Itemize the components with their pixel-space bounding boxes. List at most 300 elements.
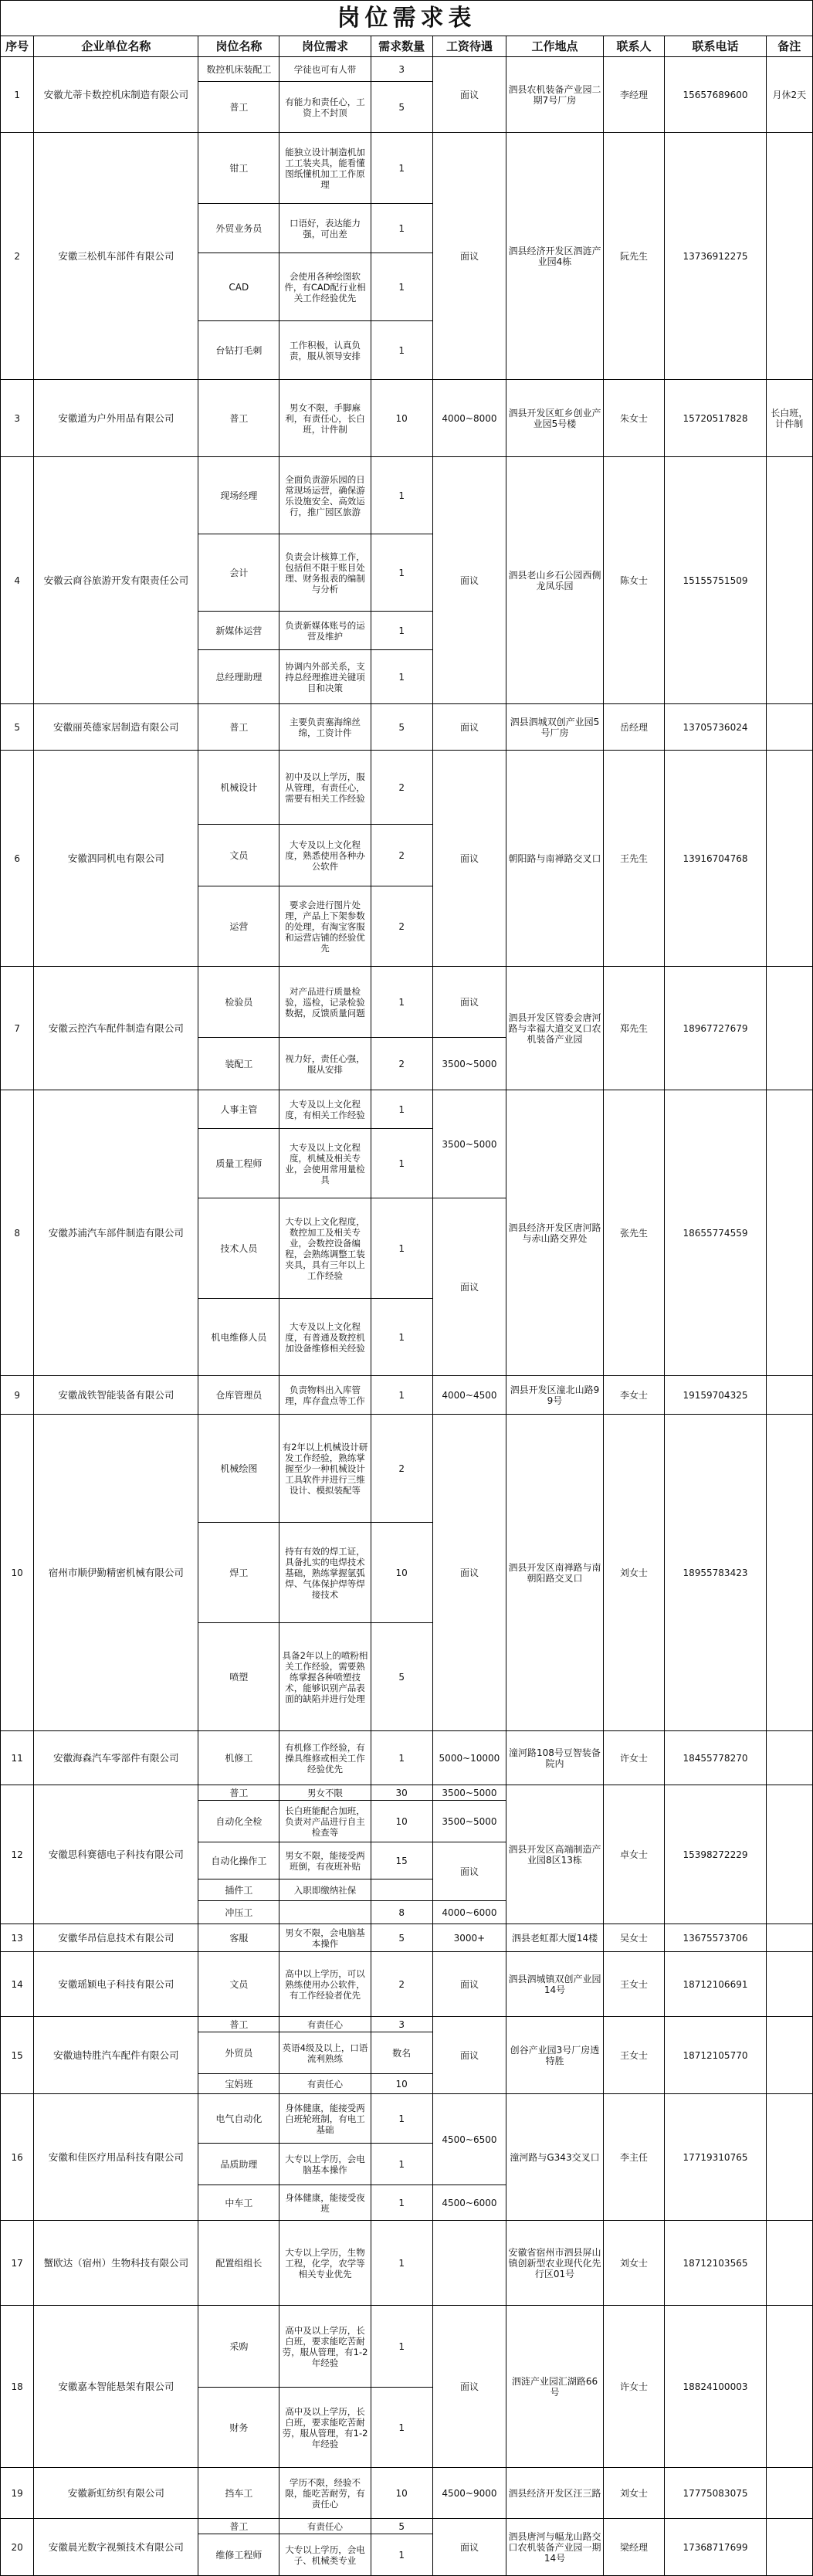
position-count: 30: [371, 1785, 432, 1801]
position-requirement: 高中及以上学历，长白班，要求能吃苦耐劳，服从管理，有1-2年经验: [279, 2306, 371, 2388]
row-number: 12: [1, 1785, 34, 1924]
position-title: 维修工程师: [198, 2534, 279, 2576]
position-title: 新媒体运营: [198, 612, 279, 650]
row-number: 16: [1, 2094, 34, 2221]
salary: 5000~10000: [432, 1731, 506, 1785]
work-location: 泗涟产业园汇湖路66号: [506, 2306, 603, 2468]
position-title: 检验员: [198, 967, 279, 1038]
note: [766, 2468, 812, 2519]
note: [766, 2306, 812, 2468]
position-title: 电气自动化: [198, 2094, 279, 2144]
position-title: 运营: [198, 886, 279, 967]
contact-person: 张先生: [603, 1090, 665, 1376]
position-title: 普工: [198, 82, 279, 133]
position-count: 8: [371, 1901, 432, 1924]
position-count: 1: [371, 2306, 432, 2388]
work-location: 泗县经济开发区泗涟产业园4栋: [506, 133, 603, 380]
position-title: 品质助理: [198, 2144, 279, 2185]
position-requirement: 入职即缴纳社保: [279, 1879, 371, 1901]
position-title: 采购: [198, 2306, 279, 2388]
contact-phone: 17368717699: [665, 2519, 766, 2576]
table-row: [1, 380, 813, 457]
table-row: [1, 2017, 813, 2032]
position-count: 1: [371, 1129, 432, 1198]
position-count: 2: [371, 1952, 432, 2017]
position-title: 普工: [198, 2519, 279, 2534]
position-count: [371, 1879, 432, 1901]
salary: 3500~5000: [432, 1801, 506, 1842]
position-title: 仓库管理员: [198, 1376, 279, 1415]
salary: 面议: [432, 967, 506, 1038]
table-body: [1, 57, 813, 2576]
position-title: 客服: [198, 1924, 279, 1952]
position-requirement: 能独立设计制造机加工工装夹具，能看懂图纸懂机加工工作原理: [279, 133, 371, 204]
row-number: 17: [1, 2221, 34, 2306]
contact-person: 李女士: [603, 1376, 665, 1415]
position-title: 机电维修人员: [198, 1299, 279, 1376]
contact-phone: 18655774559: [665, 1090, 766, 1376]
table-row: [1, 2306, 813, 2388]
position-requirement: 初中及以上学历，服从管理，有责任心，需要有相关工作经验: [279, 751, 371, 825]
contact-phone: 13736912275: [665, 133, 766, 380]
position-requirement: 主要负责塞海绵丝绵，工资计件: [279, 704, 371, 751]
row-number: 9: [1, 1376, 34, 1415]
salary: 面议: [432, 1415, 506, 1731]
header-cell: 联系电话: [665, 36, 766, 57]
position-requirement: 学徒也可有人带: [279, 57, 371, 82]
contact-phone: 13916704768: [665, 751, 766, 967]
position-count: 1: [371, 967, 432, 1038]
position-count: 1: [371, 2221, 432, 2306]
work-location: 泗县农机装备产业园二期7号厂房: [506, 57, 603, 133]
note: [766, 1415, 812, 1731]
note: [766, 1731, 812, 1785]
salary: 面议: [432, 133, 506, 380]
note: [766, 1090, 812, 1376]
work-location: 朝阳路与南禅路交叉口: [506, 751, 603, 967]
contact-phone: 13705736024: [665, 704, 766, 751]
contact-person: 刘女士: [603, 2468, 665, 2519]
position-requirement: 有机修工作经验，有操具维修或相关工作经验优先: [279, 1731, 371, 1785]
company-name: 安徽晨光数字视频技术有限公司: [34, 2519, 198, 2576]
note: [766, 2017, 812, 2094]
position-title: 中车工: [198, 2185, 279, 2221]
contact-person: 阮先生: [603, 133, 665, 380]
position-count: 数名: [371, 2032, 432, 2074]
row-number: 10: [1, 1415, 34, 1731]
company-name: 安徽尤蒂卡数控机床制造有限公司: [34, 57, 198, 133]
company-name: 安徽泗同机电有限公司: [34, 751, 198, 967]
position-count: 5: [371, 704, 432, 751]
position-count: 2: [371, 1038, 432, 1090]
note: [766, 967, 812, 1090]
company-name: 安徽战铁智能装备有限公司: [34, 1376, 198, 1415]
position-requirement: 学历不限，经验不限，能吃苦耐劳，有责任心: [279, 2468, 371, 2519]
work-location: 泗县经济开发区汪三路: [506, 2468, 603, 2519]
table-row: [1, 1415, 813, 1523]
contact-person: 许女士: [603, 1731, 665, 1785]
contact-person: 郑先生: [603, 967, 665, 1090]
row-number: 3: [1, 380, 34, 457]
row-number: 14: [1, 1952, 34, 2017]
position-requirement: 男女不限: [279, 1785, 371, 1801]
header-cell: 岗位名称: [198, 36, 279, 57]
table-row: [1, 1952, 813, 2017]
position-count: 3: [371, 2017, 432, 2032]
company-name: 安徽迪特胜汽车配件有限公司: [34, 2017, 198, 2094]
table-row: [1, 751, 813, 825]
position-requirement: 大专及以上文化程度，有相关工作经验: [279, 1090, 371, 1129]
company-name: 安徽海森汽车零部件有限公司: [34, 1731, 198, 1785]
contact-phone: 19159704325: [665, 1376, 766, 1415]
salary: 面议: [432, 1842, 506, 1901]
table-row: [1, 704, 813, 751]
company-name: 安徽新虹纺织有限公司: [34, 2468, 198, 2519]
salary: 面议: [432, 1952, 506, 2017]
position-requirement: 大专以上文化程度，数控加工及相关专业，会数控设备编程，会熟练调整工装夹具，具有三年以上工作经验: [279, 1198, 371, 1299]
position-title: 插件工: [198, 1879, 279, 1901]
position-count: 1: [371, 612, 432, 650]
salary: 3000+: [432, 1924, 506, 1952]
position-requirement: 男女不限，手脚麻利，有责任心，长白班，计件制: [279, 380, 371, 457]
row-number: 8: [1, 1090, 34, 1376]
position-count: 1: [371, 1299, 432, 1376]
company-name: 安徽苏浦汽车部件制造有限公司: [34, 1090, 198, 1376]
salary: 4500~9000: [432, 2468, 506, 2519]
position-count: 10: [371, 1801, 432, 1842]
salary: 4000~6000: [432, 1901, 506, 1924]
work-location: 泗县泗城镇双创产业园14号: [506, 1952, 603, 2017]
position-count: 10: [371, 380, 432, 457]
work-location: 泗县开发区虹乡创业产业园5号楼: [506, 380, 603, 457]
header-cell: 工资待遇: [432, 36, 506, 57]
contact-person: 卓女士: [603, 1785, 665, 1924]
contact-person: 刘女士: [603, 2221, 665, 2306]
salary: 4500~6000: [432, 2185, 506, 2221]
table-row: [1, 1785, 813, 1801]
company-name: 安徽云控汽车配件制造有限公司: [34, 967, 198, 1090]
header-cell: 备注: [766, 36, 812, 57]
contact-person: 王女士: [603, 1952, 665, 2017]
position-title: 普工: [198, 2017, 279, 2032]
work-location: 安徽省宿州市泗县屏山镇创新型农业现代化先行区01号: [506, 2221, 603, 2306]
position-requirement: 全面负责游乐园的日常现场运营，确保游乐设施安全、高效运行，推广园区旅游: [279, 457, 371, 534]
position-count: 1: [371, 133, 432, 204]
position-requirement: 男女不限，能接受两班倒，有夜班补贴: [279, 1842, 371, 1879]
position-requirement: 持有有效的焊工证，具备扎实的电焊技术基础，熟练掌握氩弧焊、气体保护焊等焊接技术: [279, 1523, 371, 1623]
position-requirement: 负责会计核算工作，包括但不限于账目处理、财务报表的编制与分析: [279, 534, 371, 612]
work-location: 泗县开发区管委会唐河路与幸福大道交叉口农机装备产业园: [506, 967, 603, 1090]
work-location: 泗县唐河与幅龙山路交口农机装备产业园一期14号: [506, 2519, 603, 2576]
position-requirement: 具备2年以上的喷粉相关工作经验，需要熟练掌握各种喷塑技术，能够识别产品表面的缺陷并进行处理: [279, 1623, 371, 1731]
position-requirement: 男女不限，会电脑基本操作: [279, 1924, 371, 1952]
salary: 面议: [432, 2306, 506, 2468]
table-row: [1, 2094, 813, 2144]
position-requirement: 高中以上学历，可以熟练使用办公软件，有工作经验者优先: [279, 1952, 371, 2017]
row-number: 19: [1, 2468, 34, 2519]
work-location: 泗县开发区南禅路与南朝阳路交叉口: [506, 1415, 603, 1731]
position-requirement: 有责任心: [279, 2074, 371, 2094]
contact-person: 陈女士: [603, 457, 665, 704]
position-count: 1: [371, 2388, 432, 2468]
row-number: 20: [1, 2519, 34, 2576]
work-location: 泗县泗城双创产业园5号厂房: [506, 704, 603, 751]
position-requirement: 大专以上学历，会电子、机械类专业: [279, 2534, 371, 2576]
position-requirement: 协调内外部关系，支持总经理推进关键项目和决策: [279, 650, 371, 704]
header-cell: 企业单位名称: [34, 36, 198, 57]
row-number: 4: [1, 457, 34, 704]
note: [766, 2094, 812, 2221]
note: 长白班，计件制: [766, 380, 812, 457]
contact-phone: 17775083075: [665, 2468, 766, 2519]
position-requirement: 大专及以上文化程度，熟悉使用各种办公软件: [279, 825, 371, 886]
position-count: 1: [371, 2094, 432, 2144]
position-count: 1: [371, 650, 432, 704]
table-row: [1, 967, 813, 1038]
position-count: 1: [371, 1731, 432, 1785]
position-count: 1: [371, 534, 432, 612]
row-number: 6: [1, 751, 34, 967]
note: [766, 2519, 812, 2576]
position-requirement: 有责任心: [279, 2519, 371, 2534]
company-name: 安徽丽英德家居制造有限公司: [34, 704, 198, 751]
position-requirement: 长白班能配合加班，负责对产品进行自主检查等: [279, 1801, 371, 1842]
position-count: 1: [371, 204, 432, 253]
work-location: 泗县开发区高端制造产业园8区13栋: [506, 1785, 603, 1924]
position-requirement: 有2年以上机械设计研发工作经验，熟练掌握至少一种机械设计工具软件并进行三维设计、模拟装配等: [279, 1415, 371, 1523]
position-requirement: 口语好，表达能力强，可出差: [279, 204, 371, 253]
position-count: 1: [371, 1090, 432, 1129]
company-name: 安徽瑶颖电子科技有限公司: [34, 1952, 198, 2017]
salary: 面议: [432, 2519, 506, 2576]
note: [766, 704, 812, 751]
row-number: 5: [1, 704, 34, 751]
position-title: 挡车工: [198, 2468, 279, 2519]
position-title: 外贸业务员: [198, 204, 279, 253]
position-title: 财务: [198, 2388, 279, 2468]
contact-phone: 17719310765: [665, 2094, 766, 2221]
position-requirement: 高中及以上学历，长白班，要求能吃苦耐劳，服从管理，有1-2年经验: [279, 2388, 371, 2468]
position-count: 1: [371, 1376, 432, 1415]
position-requirement: 会使用各种绘图软件，有CAD配行业相关工作经验优先: [279, 253, 371, 321]
position-title: 数控机床装配工: [198, 57, 279, 82]
company-name: 安徽和佳医疗用品科技有限公司: [34, 2094, 198, 2221]
salary: 面议: [432, 2017, 506, 2094]
job-table: [0, 36, 813, 2576]
position-requirement: 英语4级及以上，口语流利熟练: [279, 2032, 371, 2074]
row-number: 15: [1, 2017, 34, 2094]
row-number: 18: [1, 2306, 34, 2468]
position-title: 质量工程师: [198, 1129, 279, 1198]
table-row: [1, 1376, 813, 1415]
salary: 面议: [432, 457, 506, 704]
row-number: 13: [1, 1924, 34, 1952]
contact-phone: 18967727679: [665, 967, 766, 1090]
salary: 面议: [432, 704, 506, 751]
position-title: 装配工: [198, 1038, 279, 1090]
salary: 4500~6500: [432, 2094, 506, 2185]
position-title: 机械绘图: [198, 1415, 279, 1523]
table-row: [1, 1090, 813, 1129]
position-count: 1: [371, 2185, 432, 2221]
work-location: 泗县开发区潼北山路99号: [506, 1376, 603, 1415]
position-count: 1: [371, 321, 432, 380]
contact-person: 李主任: [603, 2094, 665, 2221]
contact-phone: 15155751509: [665, 457, 766, 704]
position-requirement: 负责物料出入库管理，库存盘点等工作: [279, 1376, 371, 1415]
position-title: 总经理助理: [198, 650, 279, 704]
position-requirement: 有能力和责任心，工资上不封顶: [279, 82, 371, 133]
header-cell: 工作地点: [506, 36, 603, 57]
header-cell: 联系人: [603, 36, 665, 57]
position-title: 钳工: [198, 133, 279, 204]
contact-phone: 18455778270: [665, 1731, 766, 1785]
contact-phone: 18712105770: [665, 2017, 766, 2094]
position-title: 自动化全检: [198, 1801, 279, 1842]
table-row: [1, 2468, 813, 2519]
contact-person: 许女士: [603, 2306, 665, 2468]
position-requirement: 大专以上学历，会电脑基本操作: [279, 2144, 371, 2185]
salary: 面议: [432, 57, 506, 133]
position-count: 5: [371, 82, 432, 133]
salary: [432, 2221, 506, 2306]
position-title: 文员: [198, 1952, 279, 2017]
work-location: 泗县老山乡石公园西侧龙凤乐园: [506, 457, 603, 704]
salary: 面议: [432, 1198, 506, 1376]
company-name: 蟹欧达（宿州）生物科技有限公司: [34, 2221, 198, 2306]
position-requirement: 工作积极，认真负责，服从领导安排: [279, 321, 371, 380]
position-count: 10: [371, 1523, 432, 1623]
position-title: 冲压工: [198, 1901, 279, 1924]
note: [766, 751, 812, 967]
company-name: 安徽思科赛德电子科技有限公司: [34, 1785, 198, 1924]
position-requirement: [279, 1901, 371, 1924]
position-count: 2: [371, 825, 432, 886]
note: [766, 2221, 812, 2306]
row-number: 7: [1, 967, 34, 1090]
salary: 4000~4500: [432, 1376, 506, 1415]
sheet-title: 岗位需求表: [0, 0, 813, 36]
note: [766, 1952, 812, 2017]
table-row: [1, 1924, 813, 1952]
company-name: 安徽三松机车部件有限公司: [34, 133, 198, 380]
position-count: 2: [371, 1415, 432, 1523]
contact-person: 岳经理: [603, 704, 665, 751]
table-row: [1, 133, 813, 204]
table-row: [1, 57, 813, 82]
contact-person: 王先生: [603, 751, 665, 967]
position-title: 普工: [198, 1785, 279, 1801]
contact-phone: 18955783423: [665, 1415, 766, 1731]
table-row: [1, 1731, 813, 1785]
company-name: 宿州市顺伊勤精密机械有限公司: [34, 1415, 198, 1731]
header-cell: 序号: [1, 36, 34, 57]
position-count: 1: [371, 457, 432, 534]
header-cell: 岗位需求: [279, 36, 371, 57]
header-cell: 需求数量: [371, 36, 432, 57]
table-row: [1, 2519, 813, 2534]
position-title: 机修工: [198, 1731, 279, 1785]
contact-person: 刘女士: [603, 1415, 665, 1731]
position-count: 2: [371, 751, 432, 825]
salary: 3500~5000: [432, 1090, 506, 1198]
position-count: 5: [371, 1623, 432, 1731]
position-title: 普工: [198, 704, 279, 751]
position-requirement: 大专及以上文化程度，机械及相关专业，会使用常用量检具: [279, 1129, 371, 1198]
position-count: 1: [371, 2144, 432, 2185]
note: [766, 133, 812, 380]
position-title: 自动化操作工: [198, 1842, 279, 1879]
row-number: 11: [1, 1731, 34, 1785]
position-requirement: 身体健康，能接受夜班: [279, 2185, 371, 2221]
position-title: 喷塑: [198, 1623, 279, 1731]
position-requirement: 身体健康，能接受两白班轮班制，有电工基础: [279, 2094, 371, 2144]
row-number: 1: [1, 57, 34, 133]
table-row: [1, 2221, 813, 2306]
work-location: 泗县经济开发区唐河路与赤山路交界处: [506, 1090, 603, 1376]
note: [766, 1376, 812, 1415]
row-number: 2: [1, 133, 34, 380]
position-title: 现场经理: [198, 457, 279, 534]
work-location: 潼河路与G343交叉口: [506, 2094, 603, 2221]
contact-phone: 13675573706: [665, 1924, 766, 1952]
company-name: 安徽华昂信息技术有限公司: [34, 1924, 198, 1952]
position-count: 2: [371, 886, 432, 967]
contact-phone: 15398272229: [665, 1785, 766, 1924]
contact-phone: 18824100003: [665, 2306, 766, 2468]
contact-phone: 18712103565: [665, 2221, 766, 2306]
salary: 面议: [432, 751, 506, 967]
position-title: CAD: [198, 253, 279, 321]
company-name: 安徽云商谷旅游开发有限责任公司: [34, 457, 198, 704]
position-count: 5: [371, 1924, 432, 1952]
company-name: 安徽嘉本智能悬架有限公司: [34, 2306, 198, 2468]
note: [766, 1785, 812, 1924]
position-count: 1: [371, 1198, 432, 1299]
note: 月休2天: [766, 57, 812, 133]
work-location: 泗县老虹都大厦14楼: [506, 1924, 603, 1952]
position-requirement: 要求会进行图片处理，产品上下架参数的处理，有淘宝客服和运营店铺的经验优先: [279, 886, 371, 967]
salary: 3500~5000: [432, 1038, 506, 1090]
company-name: 安徽道为户外用品有限公司: [34, 380, 198, 457]
work-location: 创谷产业园3号厂房透特胜: [506, 2017, 603, 2094]
position-title: 机械设计: [198, 751, 279, 825]
position-title: 人事主管: [198, 1090, 279, 1129]
position-requirement: 对产品进行质量检验，巡检，记录检验数据，反馈质量问题: [279, 967, 371, 1038]
position-title: 普工: [198, 380, 279, 457]
position-count: 10: [371, 2074, 432, 2094]
note: [766, 457, 812, 704]
contact-phone: 15720517828: [665, 380, 766, 457]
position-requirement: 负责新媒体账号的运营及维护: [279, 612, 371, 650]
position-count: 1: [371, 253, 432, 321]
position-count: 10: [371, 2468, 432, 2519]
position-requirement: 视力好，责任心强，服从安排: [279, 1038, 371, 1090]
position-requirement: 大专以上学历，生物工程，化学，农学等相关专业优先: [279, 2221, 371, 2306]
contact-person: 梁经理: [603, 2519, 665, 2576]
position-title: 宝妈班: [198, 2074, 279, 2094]
note: [766, 1924, 812, 1952]
contact-person: 朱女士: [603, 380, 665, 457]
position-title: 台钻打毛刺: [198, 321, 279, 380]
position-title: 会计: [198, 534, 279, 612]
contact-person: 李经理: [603, 57, 665, 133]
position-title: 配置组组长: [198, 2221, 279, 2306]
salary: 3500~5000: [432, 1785, 506, 1801]
salary: 4000~8000: [432, 380, 506, 457]
position-count: 1: [371, 2534, 432, 2576]
work-location: 潼河路108号豆智装备院内: [506, 1731, 603, 1785]
